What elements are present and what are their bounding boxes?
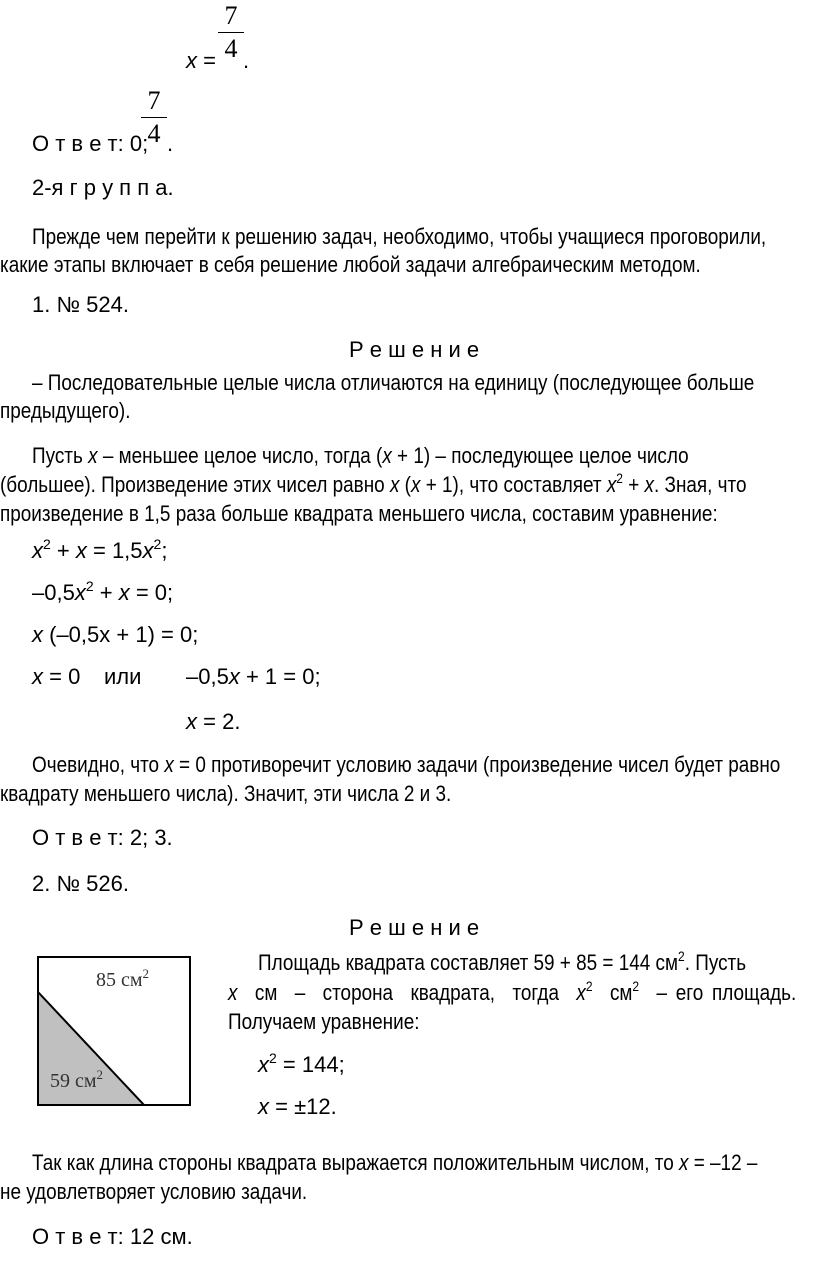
equation-6: $x^2 = 144$; — [258, 1050, 345, 1077]
equation-5-text: = 2. — [203, 709, 241, 734]
p1-line-2: предыдущего). — [0, 398, 131, 423]
equation-4-right: –0,5x + 1 = 0; — [186, 664, 321, 689]
p2-text: – меньшее целое число, тогда ( — [102, 443, 383, 468]
p2-text: + 1) – последующее целое число — [397, 443, 689, 468]
p2-text: Пусть — [32, 443, 83, 468]
p3-line-2: квадрату меньшего числа). Значит, эти числа 2 и 3. — [0, 781, 452, 806]
p5-line-1: Так как длина стороны квадрата выражается положительным числом, то x = –12 – — [32, 1150, 758, 1175]
p4-line-3: Получаем уравнение: — [228, 1009, 420, 1034]
task-1-title: 1. № 524. — [32, 292, 129, 317]
p3-line-1: Очевидно, что x = 0 противоречит условию задачи (произведение чисел будет равно — [32, 752, 781, 777]
equation-3: x (–0,5x + 1) = 0; — [32, 622, 199, 647]
solution-heading-1: Р е ш е н и е — [349, 337, 480, 362]
label-59: 59 $см^2$ — [50, 1067, 104, 1092]
top-equation-end: . — [243, 48, 250, 73]
intro-line-2: какие этапы включает в себя решение любой задачи алгебраическим методом. — [0, 252, 701, 277]
answer-1-fraction — [141, 87, 167, 148]
fraction-bar — [218, 32, 244, 33]
solution-heading-2: Р е ш е н и е — [349, 915, 480, 940]
p2-line-3: произведение в 1,5 раза больше квадрата меньшего числа, составим уравнение: — [0, 501, 718, 526]
fraction-bar — [141, 117, 167, 118]
fraction-denominator: 4 — [147, 119, 161, 148]
answer-2: О т в е т: 2; 3. — [32, 825, 173, 850]
intro-line-1: Прежде чем перейти к решению задач, необходимо, чтобы учащиеся проговорили, — [32, 224, 767, 249]
label-85: 85 $см^2$ — [96, 966, 150, 991]
p2-text: . Зная, что — [654, 472, 747, 497]
p2-text: (большее). Произведение этих чисел равно — [0, 472, 385, 497]
task-2-title: 2. № 526. — [32, 871, 129, 896]
p1-line-1: – Последовательные целые числа отличаются на единицу (последующее больше — [32, 370, 755, 395]
p2-line-1: Пусть x – меньшее целое число, тогда (x + 1) – последующее целое число — [32, 443, 689, 468]
equation-4-or: или — [104, 664, 142, 689]
equation-2: $-0,5x^2 + x = 0$; — [32, 578, 174, 605]
answer-1-end: . — [167, 131, 174, 156]
square-figure — [36, 955, 196, 1110]
p4-line-1: Площадь квадрата составляет 59 + 85 = 144 $см^2$. Пусть — [258, 948, 747, 975]
top-fraction — [218, 2, 244, 63]
fraction-numerator: 7 — [224, 1, 238, 30]
p4-text: Площадь квадрата составляет 59 + 85 = 144 см — [258, 950, 679, 975]
top-equation-lhs: x = — [186, 48, 216, 73]
equation-1: $x^2 + x = 1,5x^2$; — [32, 536, 168, 563]
equation-4-left: x = 0 — [32, 664, 81, 689]
fraction-numerator: 7 — [147, 86, 161, 115]
p2-text: + 1), что составляет — [425, 472, 602, 497]
equation-5: x = 2. — [186, 709, 241, 734]
equation-7: x = ±12. — [258, 1094, 337, 1119]
equation-6-text: = 144; — [276, 1052, 345, 1077]
p4-line-2: x см – сторона квадрата, тогда $x^2$ $см^2$ – его площадь. — [228, 978, 797, 1005]
p4-text: – его площадь. — [656, 980, 797, 1005]
answer-1-label: О т в е т: 0; — [32, 131, 149, 156]
p2-line-2: (большее). Произведение этих чисел равно x (x + 1), что составляет $x^2 + x$. Зная, что — [0, 470, 747, 497]
fraction-denominator: 4 — [224, 34, 238, 63]
equation-7-text: = ±12. — [275, 1094, 337, 1119]
p4-text: см — [609, 980, 633, 1005]
group-2-heading: 2-я г р у п п а. — [32, 175, 174, 200]
equation-4-left-text: = 0 — [49, 664, 81, 689]
p5-line-2: не удовлетворяет условию задачи. — [0, 1179, 308, 1204]
p4-text: . Пусть — [684, 950, 747, 975]
answer-3: О т в е т: 12 см. — [32, 1224, 193, 1249]
equation-3-text: (–0,5x + 1) = 0; — [49, 622, 199, 647]
